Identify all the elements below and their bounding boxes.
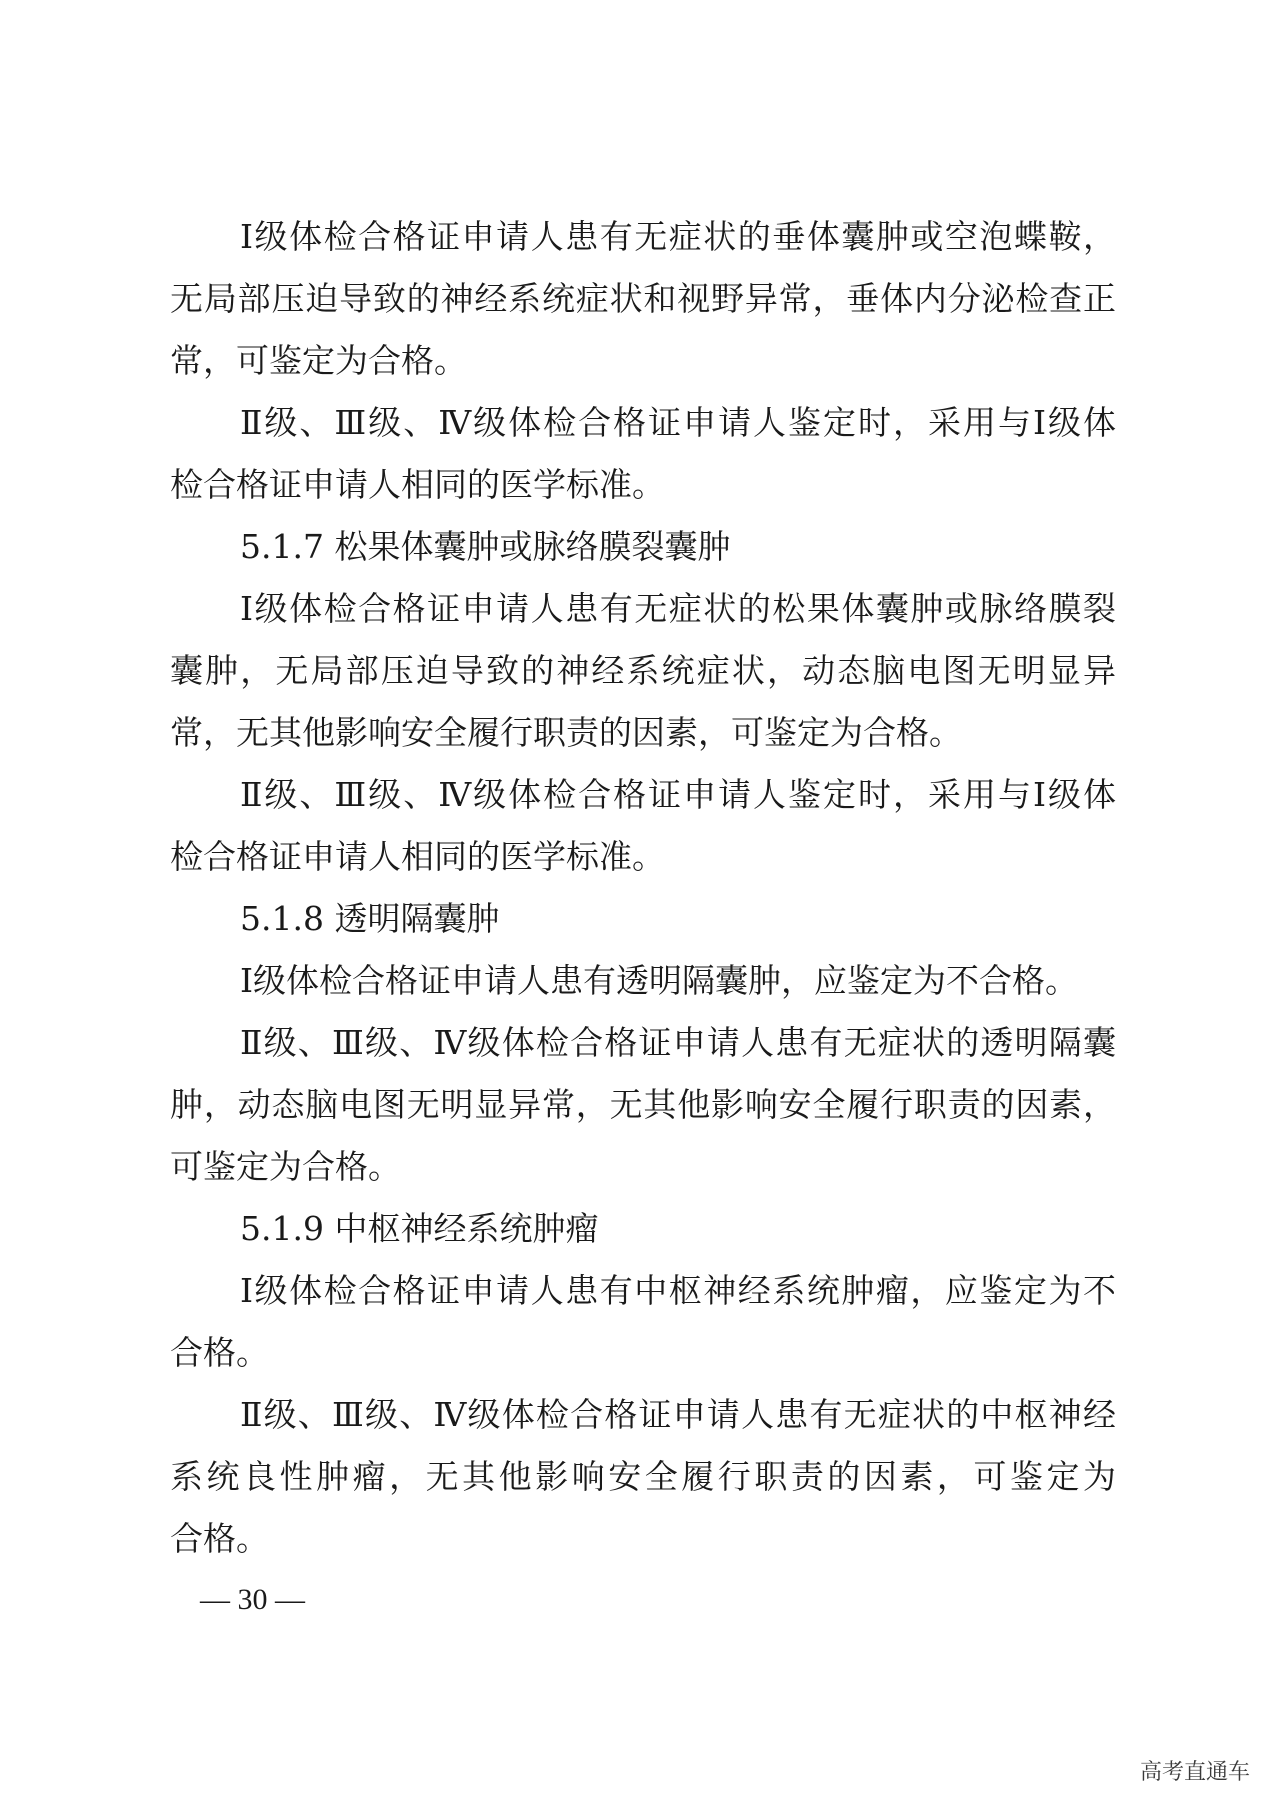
text-line: Ⅰ级体检合格证申请人患有无症状的松果体囊肿或脉络膜裂 (240, 589, 1116, 628)
text-line: 肿，动态脑电图无明显异常，无其他影响安全履行职责的因素， (170, 1085, 1116, 1124)
text-line: 检合格证申请人相同的医学标准。 (170, 837, 665, 876)
section-heading: 5.1.9 中枢神经系统肿瘤 (240, 1209, 599, 1248)
text-line: 合格。 (170, 1333, 269, 1372)
text-line: Ⅱ级、Ⅲ级、Ⅳ级体检合格证申请人患有无症状的中枢神经 (240, 1395, 1116, 1434)
text-line: Ⅰ级体检合格证申请人患有中枢神经系统肿瘤，应鉴定为不 (240, 1271, 1116, 1310)
text-line: Ⅰ级体检合格证申请人患有无症状的垂体囊肿或空泡蝶鞍， (240, 217, 1116, 256)
section-heading: 5.1.8 透明隔囊肿 (240, 899, 500, 938)
page-number: — 30 — (200, 1583, 305, 1616)
text-line: 常，无其他影响安全履行职责的因素，可鉴定为合格。 (170, 713, 962, 752)
text-line: Ⅱ级、Ⅲ级、Ⅳ级体检合格证申请人鉴定时，采用与Ⅰ级体 (240, 775, 1116, 814)
text-line: Ⅰ级体检合格证申请人患有透明隔囊肿，应鉴定为不合格。 (240, 961, 1079, 1000)
text-line: Ⅱ级、Ⅲ级、Ⅳ级体检合格证申请人患有无症状的透明隔囊 (240, 1023, 1116, 1062)
text-line: 检合格证申请人相同的医学标准。 (170, 465, 665, 504)
text-line: 常，可鉴定为合格。 (170, 341, 467, 380)
text-line: Ⅱ级、Ⅲ级、Ⅳ级体检合格证申请人鉴定时，采用与Ⅰ级体 (240, 403, 1116, 442)
text-line: 囊肿，无局部压迫导致的神经系统症状，动态脑电图无明显异 (170, 651, 1116, 690)
document-body (170, 206, 1116, 1570)
section-heading: 5.1.7 松果体囊肿或脉络膜裂囊肿 (240, 527, 731, 566)
text-line: 系统良性肿瘤，无其他影响安全履行职责的因素，可鉴定为 (170, 1457, 1116, 1496)
text-line: 合格。 (170, 1519, 269, 1558)
text-line: 可鉴定为合格。 (170, 1147, 401, 1186)
text-line: 无局部压迫导致的神经系统症状和视野异常，垂体内分泌检查正 (170, 279, 1116, 318)
watermark: 高考直通车 (1139, 1760, 1250, 1785)
